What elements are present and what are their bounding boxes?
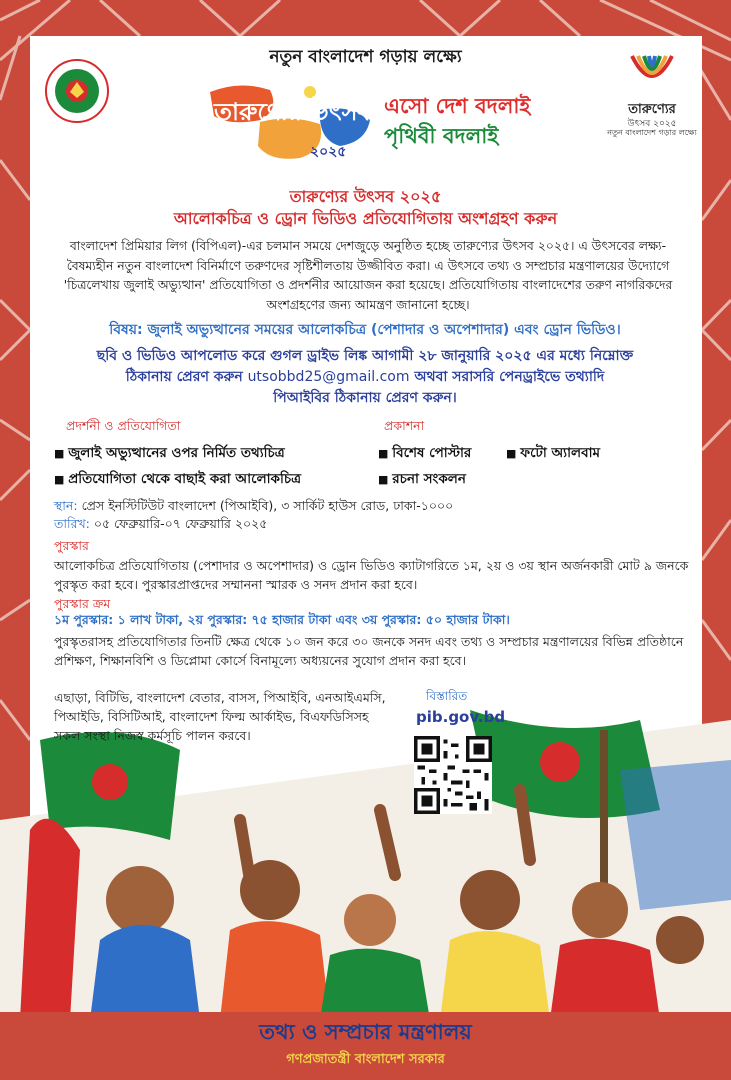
upload-email-link[interactable]: utsobbd25@gmail.com <box>247 369 410 385</box>
more-info-label: বিস্তারিত <box>426 689 468 703</box>
government-emblem-icon <box>44 58 110 124</box>
right-logo-year: উৎসব ২০২৫ <box>627 119 677 129</box>
right-logo-tagline: নতুন বাংলাদেশ গড়ার লক্ষ্যে <box>607 128 697 137</box>
title-line-2: আলোকচিত্র ও ড্রোন ভিডিও প্রতিযোগিতায় অংশগ্রহণ করুন <box>173 209 558 228</box>
awards-text: আলোকচিত্র প্রতিযোগিতায় (পেশাদার ও অপেশাদার) ও ড্রোন ভিডিও ক্যাটাগরিতে ১ম, ২য় ও ৩য় স্থান অর্জনকারী মোট ৯ জনকে পুরস্কৃত করা হবে। পুরস্কারপ্রাপ্তদের সম্মাননা স্মারক ও সনদ প্রদান করা হবে। <box>54 558 689 592</box>
publication-item: ■ বিশেষ পোস্টার <box>378 442 471 465</box>
publication-item: ■ রচনা সংকলন <box>378 468 466 491</box>
awards-extra-text: পুরস্কৃতরাসহ প্রতিযোগিতার তিনটি ক্ষেত্র থেকে ১০ জন করে ৩০ জনকে সনদ এবং তথ্য ও সম্প্রচার মন্ত্রণালয়ের বিভিন্ন প্রতিষ্ঠানে প্রশিক্ষণ, শিক্ষানবিশি ও ডিপ্লোমা কোর্সে বিনামূল্যে অধ্যয়নের সুযোগ প্রদান করা হবে। <box>54 634 684 668</box>
venue-label: স্থান: <box>54 498 78 513</box>
government-name: গণপ্রজাতন্ত্রী বাংলাদেশ সরকার <box>286 1052 445 1067</box>
upload-line-2-pre: ঠিকানায় প্রেরণ করুন <box>125 369 243 385</box>
ministry-name: তথ্য ও সম্প্রচার মন্ত্রণালয় <box>259 1020 472 1044</box>
intro-paragraph: বাংলাদেশ প্রিমিয়ার লিগ (বিপিএল)-এর চলমান সময়ে দেশজুড়ে অনুষ্ঠিত হচ্ছে তারুণ্যের উৎসব ২০২৫। এ উৎসবের লক্ষ্য- বৈষম্যহীন নতুন বাংলাদেশ বিনির্মাণে তরুণদের সৃষ্টিশীলতায় উজ্জীবিত করা। এ উৎসবে তথ্য ও সম্প্রচার মন্ত্রণালয়ের উদ্যোগে 'চিত্রলেখায় জুলাই অভ্যুত্থান' প্রতিযোগিতা ও প্রদর্শনীর আয়োজন করা হয়েছে। প্রতিযোগিতায় বাংলাদেশের তরুণ নাগরিকদের অংশগ্রহণের জন্য আমন্ত্রণ জানানো হচ্ছে। <box>63 238 673 312</box>
right-festival-logo-icon <box>626 50 678 98</box>
upload-line-2-post: অথবা সরাসরি পেনড্রাইভে তথ্যাদি <box>414 369 605 385</box>
awards-order-text: ১ম পুরস্কার: ১ লাখ টাকা, ২য় পুরস্কার: ৭৫ হাজার টাকা এবং ৩য় পুরস্কার: ৫০ হাজার টাকা। <box>54 612 510 627</box>
publication-heading: প্রকাশনা <box>384 418 425 433</box>
venue-value: প্রেস ইনস্টিটিউট বাংলাদেশ (পিআইবি), ৩ সার্কিট হাউস রোড, ঢাকা-১০০০ <box>81 498 454 513</box>
date-value: ০৫ ফেব্রুয়ারি-০৭ ফেব্রুয়ারি ২০২৫ <box>93 516 268 531</box>
title-line-1: তারুণ্যের উৎসব ২০২৫ <box>289 187 442 206</box>
date-line <box>54 516 267 536</box>
publication-item: ■ ফটো অ্যালবাম <box>506 442 600 465</box>
upload-instructions <box>40 346 690 409</box>
right-logo-name: তারুণ্যের <box>628 102 676 117</box>
qr-code-icon[interactable] <box>414 736 492 814</box>
upload-line-3: পিআইবির ঠিকানায় প্রেরণ করুন। <box>273 390 457 406</box>
header-tagline: নতুন বাংলাদেশ গড়ায় লক্ষ্যে <box>269 47 462 67</box>
slogan-line-1: এসো দেশ বদলাই <box>384 94 531 118</box>
exhibition-item: ■ জুলাই অভ্যুত্থানের ওপর নির্মিত তথ্যচিত্র <box>54 442 285 465</box>
venue-line <box>54 498 453 518</box>
upload-line-2 <box>40 367 690 388</box>
festival-logo-text: তারুণ্যের উৎসব <box>214 98 371 126</box>
upload-line-1: ছবি ও ভিডিও আপলোড করে গুগল ড্রাইভ লিঙ্ক আগামী ২৮ জানুয়ারি ২০২৫ এর মধ্যে নিম্নোক্ত <box>96 348 634 364</box>
awards-order-heading: পুরস্কার ক্রম <box>54 596 111 611</box>
other-organizations-text: এছাড়া, বিটিভি, বাংলাদেশ বেতার, বাসস, পিআইবি, এনআইএমসি, পিআইডি, বিসিটিআই, বাংলাদেশ ফিল্ম আর্কাইভ, বিএফডিসিসহ সকল সংস্থা নিজস্ব কর্মসূচি পালন করবে। <box>54 690 386 743</box>
awards-heading: পুরস্কার <box>54 538 89 553</box>
crowd-illustration <box>0 700 731 1020</box>
exhibition-item: ■ প্রতিযোগিতা থেকে বাছাই করা আলোকচিত্র <box>54 468 301 491</box>
date-label: তারিখ: <box>54 516 90 531</box>
more-info-link[interactable]: pib.gov.bd <box>416 708 506 726</box>
festival-logo-year: ২০২৫ <box>310 144 347 160</box>
slogan-line-2: পৃথিবী বদলাই <box>384 124 499 148</box>
exhibition-heading: প্রদর্শনী ও প্রতিযোগিতা <box>66 418 181 433</box>
subject-line: বিষয়: জুলাই অভ্যুত্থানের সময়ের আলোকচিত্র (পেশাদার ও অপেশাদার) এবং ড্রোন ভিডিও। <box>109 322 621 338</box>
